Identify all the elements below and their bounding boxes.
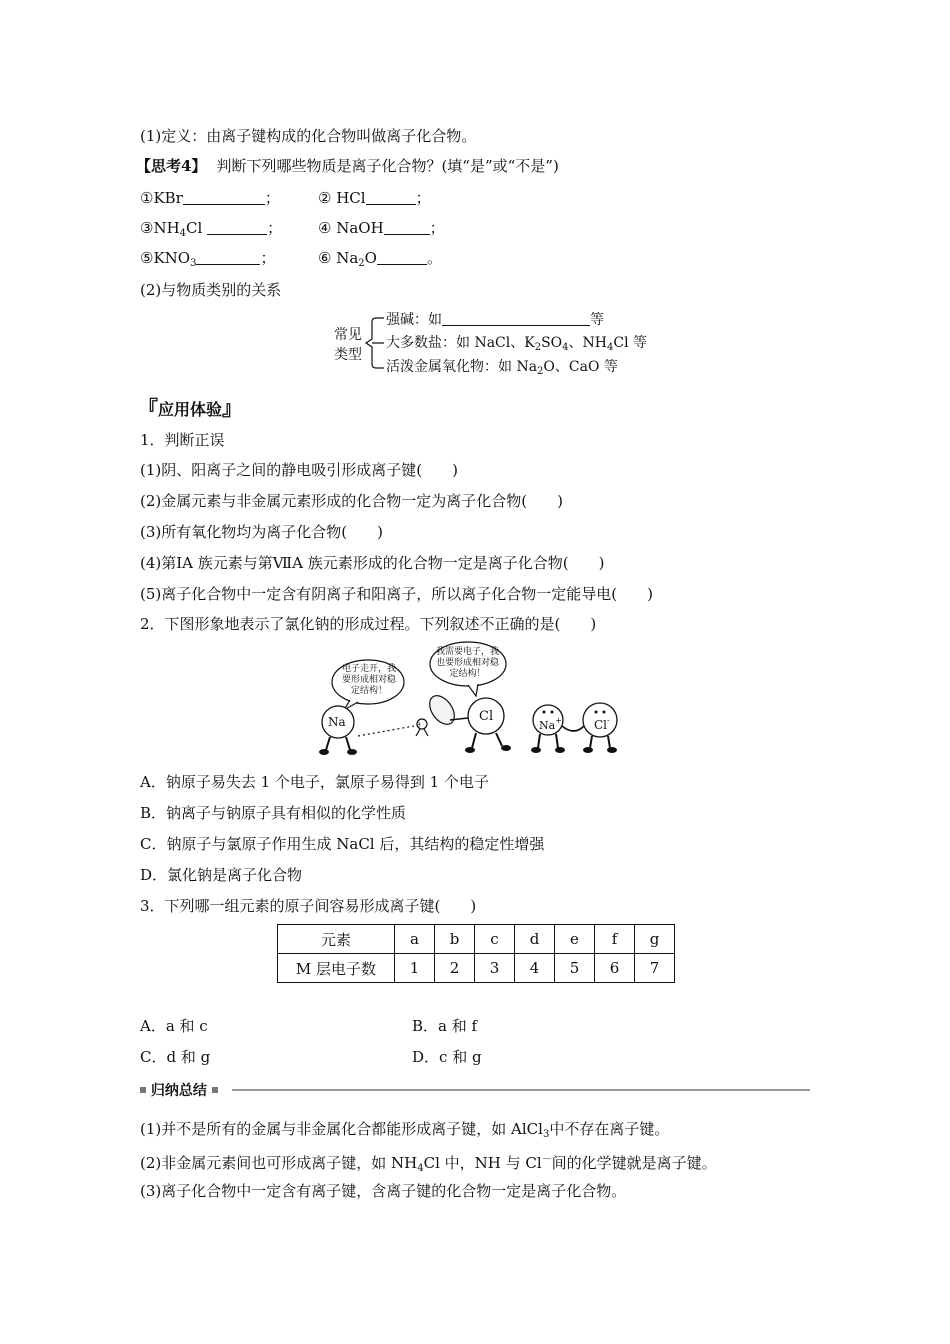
diagram-left-top: 常见 [334,327,362,343]
q1-title: 1．判断正误 [140,431,225,449]
table-cell: c [475,925,515,954]
think-text: 判断下列哪些物质是离子化合物？(填“是”或“不是”) [216,157,559,175]
table-cell: g [635,925,675,954]
think-item-2: ② HCl ； [318,189,431,207]
q3-option-a[interactable]: A．a 和 c [140,1017,208,1035]
table-cell: e [555,925,595,954]
q3-option-d[interactable]: D．c 和 g [412,1048,482,1066]
bubble-left: 电子走开，我 要形成相对稳 定结构！ [342,664,397,696]
diagram-left-bottom: 类型 [334,347,362,363]
summary-line-2: (2)非金属元素间也可形成离子键，如 $NH_4Cl$ 中，NH 与 Cl－间的化学键就是离子键。 [140,1154,717,1174]
answer-blank[interactable] [366,189,416,205]
diagram-row-oxides: 活泼金属氧化物：如 $Na_2O$、CaO 等 [386,359,618,377]
na-atom-label: Na [328,715,346,729]
think-question [136,156,559,176]
answer-blank[interactable] [377,249,427,265]
diagram-blank[interactable] [442,310,590,326]
answer-blank[interactable] [183,189,265,205]
q2-option-a[interactable]: A．钠原子易失去 1 个电子，氯原子易得到 1 个电子 [140,773,489,791]
table-cell: M 层电子数 [278,954,395,983]
section-title: 『应用体验』 [138,396,243,420]
q2-title: 2．下图形象地表示了氯化钠的形成过程。下列叙述不正确的是( ) [140,615,597,633]
table-row [278,925,675,954]
answer-blank[interactable] [196,249,260,265]
q1-item: (5)离子化合物中一定含有阴离子和阳离子，所以离子化合物一定能导电( ) [140,585,653,603]
table-cell: d [515,925,555,954]
table-cell: 4 [515,954,555,983]
definition-line: (1)定义：由离子键构成的化合物叫做离子化合物。 [140,127,477,145]
table-row [278,954,675,983]
table-cell: 5 [555,954,595,983]
cl-atom-label: Cl [479,709,494,724]
q3-option-b[interactable]: B．a 和 f [412,1017,478,1035]
q1-item: (3)所有氧化物均为离子化合物( ) [140,523,383,541]
q2-option-d[interactable]: D．氯化钠是离子化合物 [140,866,303,884]
summary-line-1: (1)并不是所有的金属与非金属化合都能形成离子键，如 AlCl$_3$中不存在离子键。 [140,1120,670,1140]
cl-ion-label: Cl- [594,716,610,732]
think-item-5: $⑤KNO_3$ ； [140,249,276,269]
table-cell: 1 [395,954,435,983]
electron-label: e [416,720,421,729]
think-label: 【思考4】 [136,157,207,175]
think-item-1: ①KBr ； [140,189,280,207]
think-item-6: ⑥ $Na_2O$ 。 [318,249,442,269]
table-cell: 2 [435,954,475,983]
summary-line-3: (3)离子化合物中一定含有离子键，含离子键的化合物一定是离子化合物。 [140,1182,627,1200]
think-item-4: ④ NaOH ； [318,219,445,237]
table-cell: f [595,925,635,954]
summary-title: 归纳总结 [140,1080,218,1100]
table-cell: 7 [635,954,675,983]
think-item-3: $③NH_4Cl$ ； [140,219,283,239]
diagram-row-salts: 大多数盐：如 NaCl、$K_2SO_4$、$NH_4Cl$ 等 [386,335,648,353]
table-cell: b [435,925,475,954]
q2-option-c[interactable]: C．钠原子与氯原子作用生成 NaCl 后，其结构的稳定性增强 [140,835,545,853]
q3-title: 3．下列哪一组元素的原子间容易形成离子键( ) [140,897,477,915]
summary-divider [232,1089,810,1091]
q1-item: (2)金属元素与非金属元素形成的化合物一定为离子化合物( ) [140,492,563,510]
table-cell: 3 [475,954,515,983]
q3-option-c[interactable]: C．d 和 g [140,1048,211,1066]
na-ion-label: Na+ [539,716,562,732]
answer-blank[interactable] [207,219,267,235]
relation-line: (2)与物质类别的关系 [140,281,282,299]
diagram-row-strong-base: 强碱：如 等 [386,312,604,328]
q2-option-b[interactable]: B．钠离子与钠原子具有相似的化学性质 [140,804,407,822]
answer-blank[interactable] [384,219,430,235]
q1-item: (4)第ⅠA 族元素与第ⅦA 族元素形成的化合物一定是离子化合物( ) [140,554,605,572]
bubble-right: 我需要电子，我 也要形成相对稳 定结构！ [436,647,500,679]
diagram-brace [364,312,386,374]
table-cell: a [395,925,435,954]
electron-table [277,924,675,983]
table-cell: 6 [595,954,635,983]
table-cell: 元素 [278,925,395,954]
q1-item: (1)阴、阳离子之间的静电吸引形成离子键( ) [140,461,458,479]
nacl-formation-cartoon [318,640,634,760]
